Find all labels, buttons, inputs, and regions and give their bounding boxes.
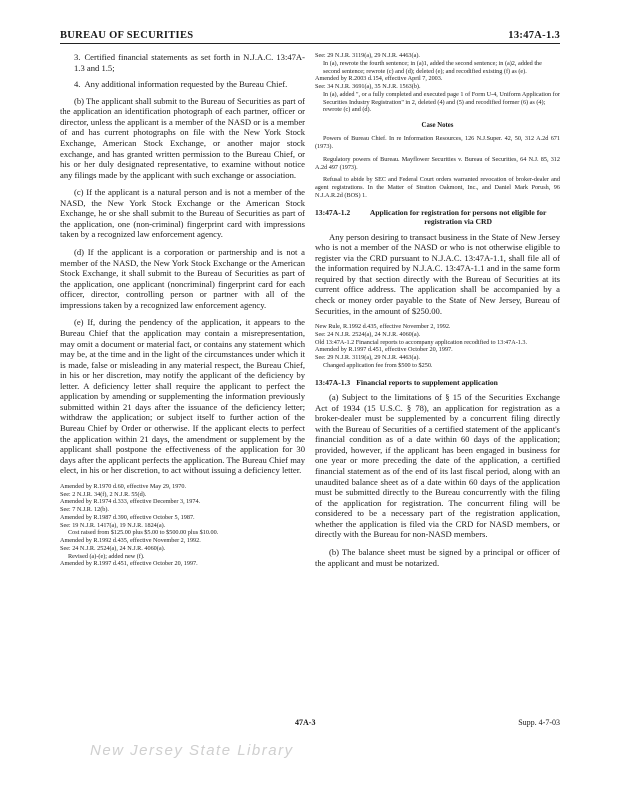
- left-column: [60, 52, 305, 576]
- header-section: 13:47A-1.3: [508, 30, 560, 41]
- paragraph-b: (b) The applicant shall submit to the Bureau of Securities as part of the application an identification photograph of each partner, officer or director, unless the applicant is a member of the NASD or is a member of and has current photographs on file with the New York Stock Exchange, American Stock Exchange, or another major stock exchange, and has granted written permission to the Bureau Chief, or his or her duly designated representative, to examine without notice any filings made by the applicant with such exchange or association.: [60, 95, 305, 180]
- history-line: See: 19 N.J.R. 1417(a), 19 N.J.R. 1824(a).: [60, 521, 166, 529]
- history-line: See: 24 N.J.R. 2524(a), 24 N.J.R. 4060(a).: [60, 544, 166, 552]
- history-line: Amended by R.1997 d.451, effective October 20, 1997.: [60, 560, 198, 568]
- history-line: Amended by R.1974 d.333, effective December 3, 1974.: [60, 498, 201, 506]
- history-line: Amended by R.1992 d.435, effective November 2, 1992.: [60, 537, 201, 545]
- section-1-2-text: Any person desiring to transact business in the State of New Jersey who is not a member of the NASD or who is not otherwise eligible to register via the CRD pursuant to N.J.A.C. 13:47A-1.1, shall file all of the information required by N.J.A.C. 13:47A-1.1 and in the same form required by that section directly with the Bureau of Securities at its current office address. The application shall be accompanied by a check or money order payable to the State of New Jersey, Bureau of Securities, in the amount of $250.00.: [315, 231, 560, 316]
- history-line: See: 34 N.J.R. 3691(a), 35 N.J.R. 1563(b).: [315, 83, 421, 90]
- library-watermark: New Jersey State Library: [90, 742, 294, 759]
- history-notes: [315, 52, 560, 114]
- history-line: Cost raised from $125.00 plus $5.00 to $500.00 plus $10.00.: [68, 529, 219, 537]
- history-line: Old 13:47A-1.2 Financial reports to accompany application recodified to 13:47A-1.3.: [315, 338, 528, 346]
- section-heading-1-2: 13:47A-1.2 Application for registration for persons not eligible for registration via CRD: [315, 207, 547, 227]
- header-title: BUREAU OF SECURITIES: [60, 30, 194, 41]
- case-notes-heading: Case Notes: [421, 122, 454, 129]
- paragraph-d: (d) If the applicant is a corporation or partnership and is not a member of the NASD, the New York Stock Exchange or the American Stock Exchange, it shall submit to the Bureau of Securities as part of the application, one applicant (noncriminal) fingerprint card for each officer, director, controlling person or partner with all of the impressions taken by a recognized law enforcement agency.: [60, 247, 305, 310]
- history-line: Amended by R.1987 d.390, effective October 5, 1987.: [60, 513, 195, 521]
- list-item: 3. Certified financial statements as set forth in N.J.A.C. 13:47A-1.3 and 1.5;: [74, 52, 305, 73]
- running-header: [60, 30, 560, 44]
- history-line: Amended by R.1970 d.60, effective May 29, 1970.: [60, 482, 187, 490]
- right-column: [315, 52, 560, 575]
- history-line: In (a), added ", or a fully completed and executed page 1 of Form U-4, Uniform Application for Securities Industry Registration" in 2, deleted (4) and (5) and recodified former (6) as (4); rewrote (c) and (d).: [323, 90, 560, 114]
- history-line: See: 29 N.J.R. 3119(a), 29 N.J.R. 4463(a).: [315, 354, 420, 362]
- paragraph-c: (c) If the applicant is a natural person and is not a member of the NASD, the New York Stock Exchange or the American Stock Exchange, he or she shall submit to the Bureau of Securities as part of the application, one (non-criminal) fingerprint card with impressions taken by a recognized law enforcement agency.: [60, 187, 305, 240]
- history-line: Changed application fee from $500 to $250.: [323, 361, 433, 369]
- section-1-3-paragraph-b: (b) The balance sheet must be signed by a principal or officer of the applicant and must be notarized.: [315, 546, 560, 568]
- history-line: See: 2 N.J.R. 34(f), 2 N.J.R. 55(d).: [60, 490, 147, 498]
- paragraph-e: (e) If, during the pendency of the application, it appears to the Bureau Chief that the application may contain a misrepresentation, may omit a document or material fact, or contains any statement which may be, at the time and in the light of the circumstances under which it is made, false or misleading in any material respect, the Bureau Chief, in his or her discretion, may notify the applicant of the deficiency by letter. A deficiency letter shall require the applicant to perfect the application by amending or supplementing the information previously submitted within 21 days after the issuance of the deficiency letter; withdraw the application; or subject itself to further action of the Bureau Chief by Order or otherwise. If the applicant elects to perfect the application within 21 days, the amendment or supplement by the applicant shall postpone the effectiveness of the application for 30 days after the applicant perfects the application. The Bureau Chief may elect, in his or her discretion, to act without issuing a deficiency letter.: [60, 317, 305, 476]
- case-note: Regulatory powers of Bureau. Mayflower Securities v. Bureau of Securities, 64 N.J. 85, 312 A.2d 497 (1973).: [315, 155, 560, 171]
- history-line: New Rule, R.1992 d.435, effective November 2, 1992.: [315, 323, 451, 331]
- case-note: Powers of Bureau Chief. In re Information Resources, 126 N.J.Super. 42, 50, 312 A.2d 671 (1973).: [315, 135, 560, 151]
- history-line: See: 7 N.J.R. 12(b).: [60, 506, 109, 514]
- history-line: Amended by R.2003 d.154, effective April 7, 2003.: [315, 75, 443, 83]
- history-notes: [315, 323, 560, 370]
- history-line: In (a), rewrote the fourth sentence; in (a)1, added the second sentence; in (a)2, added the second sentence; rewrote (c) and (d); deleted (e); and recodified existing (f) as (e).: [323, 59, 542, 75]
- page-number: 47A-3: [295, 718, 316, 727]
- history-line: See: 24 N.J.R. 2524(a), 24 N.J.R. 4060(a).: [315, 330, 421, 338]
- list-item: 4. Any additional information requested by the Bureau Chief.: [74, 79, 288, 90]
- case-note: Refusal to abide by SEC and Federal Court orders warranted revocation of broker-dealer and agent registrations. In the Matter of Stratton Oakmont, Inc., and Daniel Mark Porush, 96 N.J.A.R.2d (BOS) 1.: [315, 176, 560, 199]
- history-notes: [60, 483, 305, 568]
- history-line: See: 29 N.J.R. 3119(a), 29 N.J.R. 4463(a).: [315, 52, 420, 59]
- section-heading-1-3: 13:47A-1.3 Financial reports to supplement application: [315, 377, 498, 387]
- section-1-3-paragraph-a: (a) Subject to the limitations of § 15 of the Securities Exchange Act of 1934 (15 U.S.C. § 78), an application for registration as a broker-dealer must be supplemented by a concurrent filing directly with the Bureau of Securities of a certified statement of the applicant's financial condition as of a date within 60 days of the application; provided, however, if the applicant has been engaged in business for one year or more preceding the date of the application, a certified financial statement as of the end of its last fiscal period, along with an unaudited balance sheet as of a date within 60 days of the application must be submitted directly to the Bureau concurrently with the filing of the application for registration. The concurrent filing will be considered to be a necessary part of the registration application, whether the application is filed via the CRD for NASD members, or directly with the Bureau for non-NASD members.: [315, 392, 560, 540]
- history-line: Revised (a)-(e); added new (f).: [68, 552, 145, 560]
- history-line: Amended by R.1997 d.451, effective October 20, 1997.: [315, 346, 453, 354]
- supplement-date: Supp. 4-7-03: [518, 718, 560, 727]
